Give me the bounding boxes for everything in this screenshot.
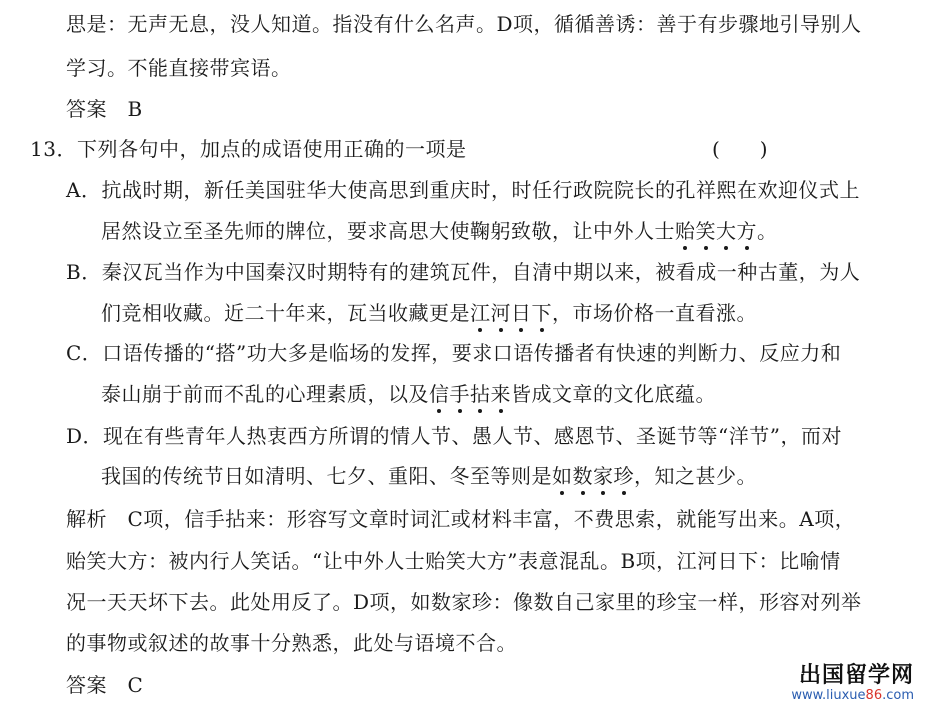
question-stem	[30, 136, 466, 162]
option-a-line-1: A．抗战时期，新任美国驻华大使高思到重庆时，时任行政院院长的孔祥熙在欢迎仪式上	[66, 178, 860, 202]
option-b-line-1: B．秦汉瓦当作为中国秦汉时期特有的建筑瓦件，自清中期以来，被看成一种古董，为人	[66, 260, 861, 284]
watermark-url	[791, 688, 914, 703]
dotted-char: 方	[736, 219, 757, 243]
analysis-line-4: 的事物或叙述的故事十分熟悉，此处与语境不合。	[66, 631, 517, 655]
text: 居然设立至圣先师的牌位，要求高思大使鞠躬致敬，让中外人士	[101, 219, 675, 243]
prev-answer: 答案 B	[66, 97, 143, 121]
option-c-line-1: C．口语传播的“搭”功大多是临场的发挥，要求口语传播者有快速的判断力、反应力和	[66, 341, 842, 365]
dotted-char: 江	[470, 301, 491, 325]
text: ，知之甚少。	[634, 464, 757, 488]
dotted-char: 如	[552, 464, 573, 488]
line-prev-1: 思是：无声无息，没人知道。指没有什么名声。D项，循循善诱：善于有步骤地引导别人	[66, 12, 862, 36]
text: 皆成文章的文化底蕴。	[511, 382, 716, 406]
dotted-char: 笑	[695, 219, 716, 243]
text: 们竞相收藏。近二十年来，瓦当收藏更是	[101, 301, 470, 325]
dotted-char: 珍	[613, 464, 634, 488]
watermark	[791, 664, 914, 703]
dotted-char: 信	[429, 382, 450, 406]
text: ，市场价格一直看涨。	[552, 301, 757, 325]
dotted-char: 拈	[470, 382, 491, 406]
analysis-line-3: 况一天天坏下去。此处用反了。D项，如数家珍：像数自己家里的珍宝一样，形容对列举	[66, 590, 862, 614]
answer-parentheses: ( )	[712, 137, 768, 161]
question-number: 13．	[30, 137, 77, 161]
url-part: .com	[882, 688, 914, 703]
line-prev-2: 学习。不能直接带宾语。	[66, 56, 292, 80]
dotted-char: 大	[716, 219, 737, 243]
text: 。	[757, 219, 778, 243]
url-part: 86	[865, 688, 883, 703]
dotted-char: 下	[531, 301, 552, 325]
text: 我国的传统节日如清明、七夕、重阳、冬至等则是	[101, 464, 552, 488]
analysis-line-2: 贻笑大方：被内行人笑话。“让中外人士贻笑大方”表意混乱。B项，江河日下：比喻情	[66, 549, 841, 573]
dotted-char: 日	[511, 301, 532, 325]
text: 泰山崩于前而不乱的心理素质，以及	[101, 382, 429, 406]
dotted-idiom	[675, 219, 757, 243]
option-d-line-2	[101, 463, 757, 489]
final-answer: 答案 C	[66, 673, 144, 697]
option-b-line-2	[101, 300, 757, 326]
dotted-idiom	[552, 464, 634, 488]
option-d-line-1: D．现在有些青年人热衷西方所谓的情人节、愚人节、感恩节、圣诞节等“洋节”，而对	[66, 424, 842, 448]
dotted-char: 数	[572, 464, 593, 488]
question-text: 下列各句中，加点的成语使用正确的一项是	[76, 137, 467, 161]
dotted-char: 来	[490, 382, 511, 406]
dotted-idiom	[429, 382, 511, 406]
url-part: www.liuxue	[791, 688, 866, 703]
dotted-char: 手	[449, 382, 470, 406]
watermark-site-name: 出国留学网	[798, 663, 914, 688]
dotted-idiom	[470, 301, 552, 325]
option-a-line-2	[101, 218, 778, 244]
dotted-char: 河	[490, 301, 511, 325]
dotted-char: 贻	[675, 219, 696, 243]
option-c-line-2	[101, 381, 716, 407]
dotted-char: 家	[593, 464, 614, 488]
analysis-line-1: 解析 C项，信手拈来：形容写文章时词汇或材料丰富，不费思索，就能写出来。A项，	[66, 507, 856, 531]
